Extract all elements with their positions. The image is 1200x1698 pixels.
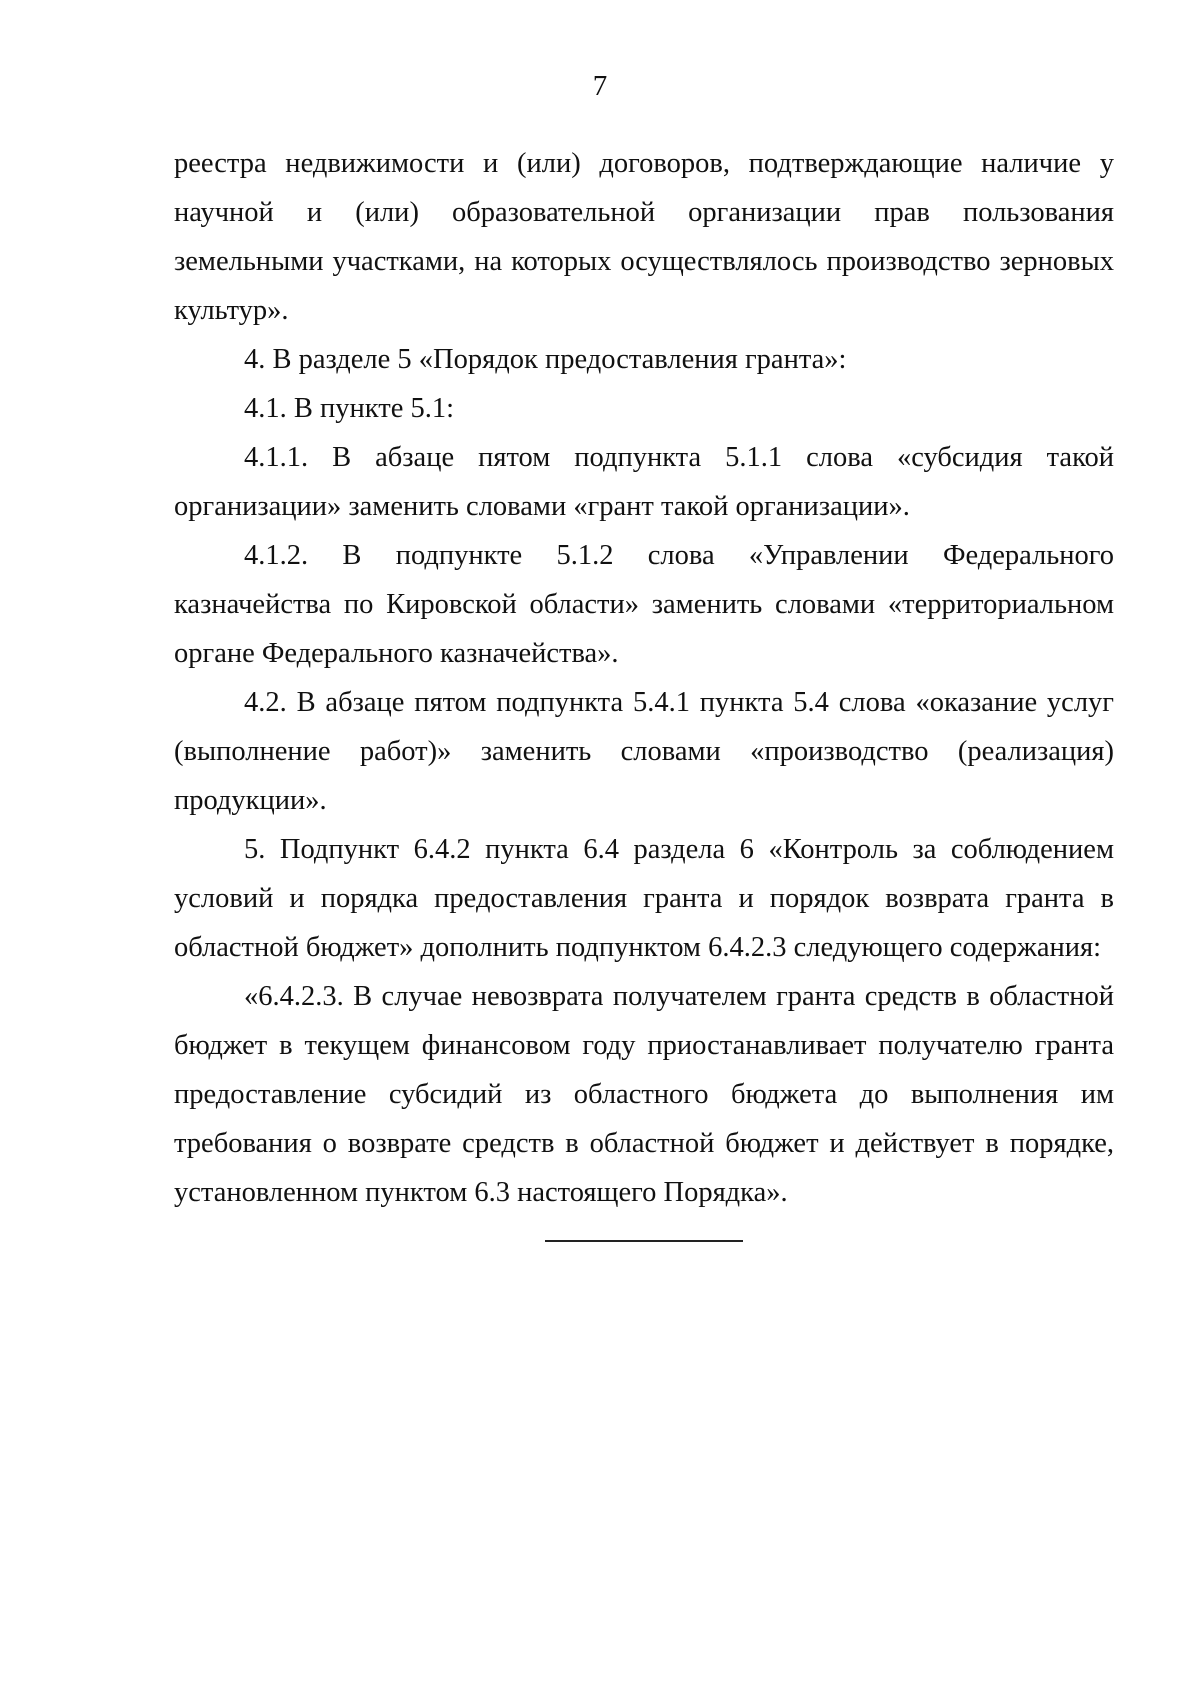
paragraph-item-4-1: 4.1. В пункте 5.1: [244,393,455,424]
paragraph-item-4-1-1: 4.1.1. В абзаце пятом подпункта 5.1.1 слова «субсидия такой организации» заменить словами «грант такой организации». [174,442,1114,522]
paragraph-item-4-2: 4.2. В абзаце пятом подпункта 5.4.1 пункта 5.4 слова «оказание услуг (выполнение работ)» заменить словами «производство (реализация) продукции». [174,687,1114,816]
page-number: 7 [592,70,608,102]
document-body [174,139,1114,1217]
paragraph-quote-6-4-2-3: «6.4.2.3. В случае невозврата получателем гранта средств в областной бюджет в текущем финансовом году приостанавливает получателю гранта предоставление субсидий из областного бюджета до выполнения им требования о возврате средств в областной бюджет и действует в порядке, установленном пунктом 6.3 настоящего Порядка». [174,981,1114,1208]
paragraph-item-5: 5. Подпункт 6.4.2 пункта 6.4 раздела 6 «Контроль за соблюдением условий и порядка предоставления гранта и порядок возврата гранта в областной бюджет» дополнить подпунктом 6.4.2.3 следующего содержания: [174,834,1114,963]
paragraph-item-4-1-2: 4.1.2. В подпункте 5.1.2 слова «Управлении Федерального казначейства по Кировской области» заменить словами «территориальном органе Федерального казначейства». [174,540,1114,669]
paragraph-continuation: реестра недвижимости и (или) договоров, подтверждающие наличие у научной и (или) образовательной организации прав пользования земельными участками, на которых осуществлялось производство зерновых культур». [174,148,1114,326]
end-of-text-rule [545,1240,743,1242]
paragraph-item-4: 4. В разделе 5 «Порядок предоставления гранта»: [244,344,847,375]
